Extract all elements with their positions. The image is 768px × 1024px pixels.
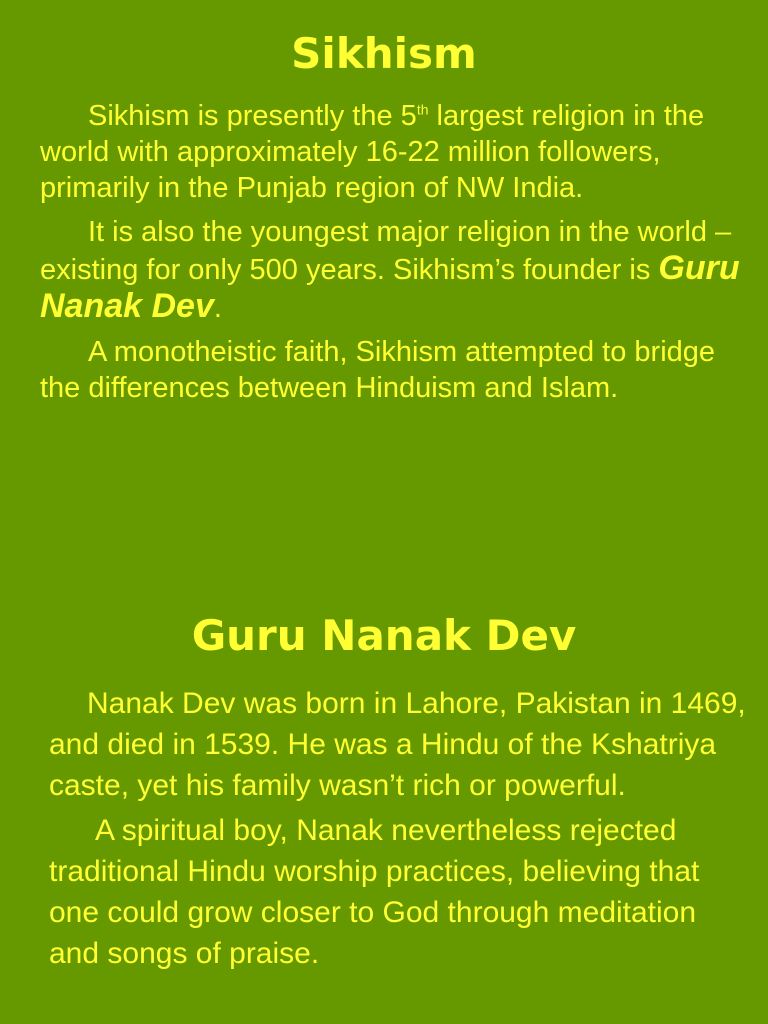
paragraph-birth: Nanak Dev was born in Lahore, Pakistan in 1469, and died in 1539. He was a Hindu of the Kshatriya caste, yet his family wasn’t rich or powerful. xyxy=(49,687,746,802)
slide-title: Guru Nanak Dev xyxy=(191,611,577,660)
slide-body xyxy=(40,98,740,414)
superscript-ordinal: th xyxy=(416,101,429,118)
founder-name: Guru Nanak Dev xyxy=(40,249,740,325)
paragraph-religion-size xyxy=(40,98,740,206)
paragraph-text: largest religion in the world with approximately 16-22 million followers, primarily in the Punjab region of NW India. xyxy=(40,100,705,204)
paragraph-monotheistic: A monotheistic faith, Sikhism attempted to bridge the differences between Hinduism and Islam. xyxy=(40,336,716,404)
paragraph-text: It is also the youngest major religion in the world – existing for only 500 years. Sikhism’s founder is xyxy=(40,216,732,286)
paragraph-spiritual: A spiritual boy, Nanak nevertheless rejected traditional Hindu worship practices, believing that one could grow closer to God through meditation and songs of praise. xyxy=(49,814,700,970)
paragraph-text: . xyxy=(213,292,222,324)
slide-title: Sikhism xyxy=(291,29,477,78)
slide-body xyxy=(49,683,749,978)
slide-guru-nanak-dev xyxy=(0,512,768,1024)
paragraph-text: Sikhism is presently the 5 xyxy=(88,100,417,132)
paragraph-founder xyxy=(40,214,740,326)
